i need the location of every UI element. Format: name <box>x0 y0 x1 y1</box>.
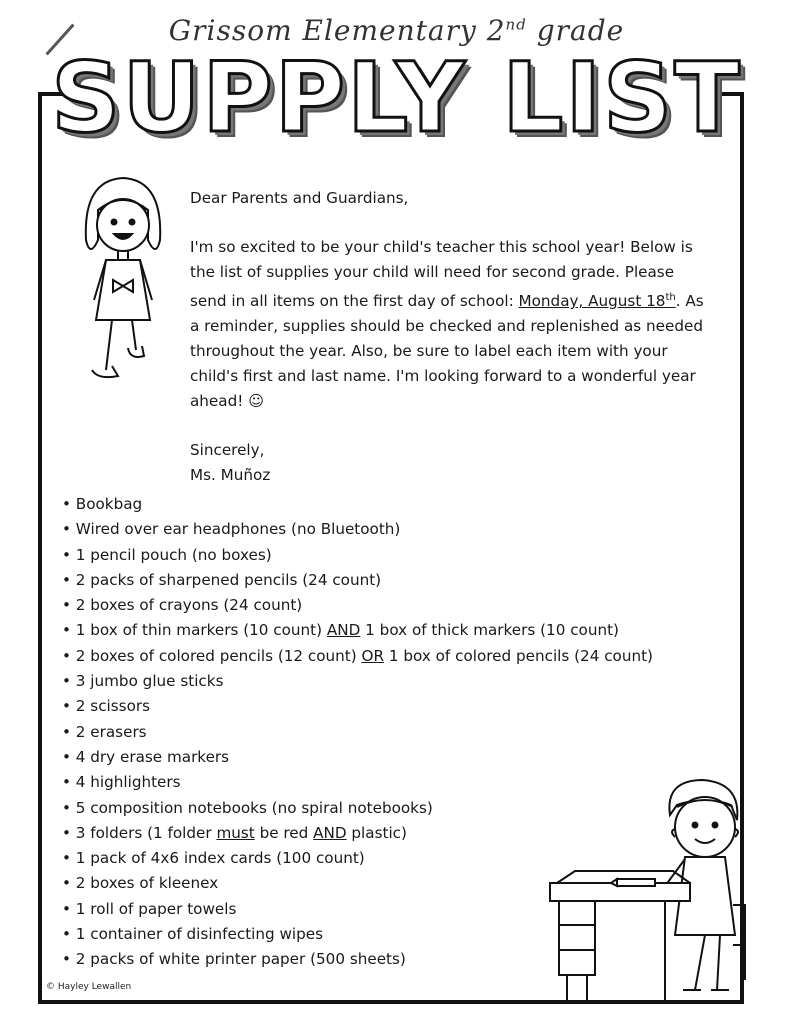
list-item: • Wired over ear headphones (no Bluetooth) <box>62 517 653 542</box>
boy-at-desk-illustration-icon <box>545 775 750 1007</box>
copyright-credit: © Hayley Lewallen <box>46 982 132 992</box>
list-item: • 1 pack of 4x6 index cards (100 count) <box>62 846 653 871</box>
list-item: • 2 boxes of crayons (24 count) <box>62 593 653 618</box>
page-title: SUPPLY LIST <box>51 42 742 154</box>
letter-signature: Ms. Muñoz <box>190 466 271 485</box>
list-item: • 1 container of disinfecting wipes <box>62 922 653 947</box>
list-item: • 2 packs of white printer paper (500 sheets) <box>62 947 653 972</box>
list-item: • 2 erasers <box>62 720 653 745</box>
list-item: • 1 pencil pouch (no boxes) <box>62 543 653 568</box>
letter-greeting: Dear Parents and Guardians, <box>190 189 409 207</box>
list-item: • 2 boxes of kleenex <box>62 871 653 896</box>
list-item: • 2 packs of sharpened pencils (24 count) <box>62 568 653 593</box>
list-item: • 1 roll of paper towels <box>62 897 653 922</box>
list-item: • 3 jumbo glue sticks <box>62 669 653 694</box>
list-item: • 1 box of thin markers (10 count) AND 1 box of thick markers (10 count) <box>62 618 653 643</box>
letter-closing: Sincerely, <box>190 441 265 460</box>
list-item: • 4 dry erase markers <box>62 745 653 770</box>
list-item: • Bookbag <box>62 492 653 517</box>
list-item: • 2 scissors <box>62 694 653 719</box>
list-item: • 3 folders (1 folder must be red AND plastic) <box>62 821 653 846</box>
letter-body: I'm so excited to be your child's teacher this school year! Below is the list of supplies your child will need for second grade. Please send in all items on the first day of school: Monday, August 18th. As a reminder, supplies should be checked and replenished as needed throughout the year. Also, be sure to label each item with your child's first and last name. I'm looking forward to a wonderful year ahead! ☺ <box>190 238 704 411</box>
letter <box>190 186 715 488</box>
girl-illustration-icon <box>78 170 168 400</box>
list-item: • 2 boxes of colored pencils (12 count) OR 1 box of colored pencils (24 count) <box>62 644 653 669</box>
school-subtitle: Grissom Elementary 2nd grade <box>168 14 625 47</box>
list-item: • 5 composition notebooks (no spiral notebooks) <box>62 796 653 821</box>
school-start-date: Monday, August 18th <box>518 292 676 311</box>
list-item: • 4 highlighters <box>62 770 653 795</box>
